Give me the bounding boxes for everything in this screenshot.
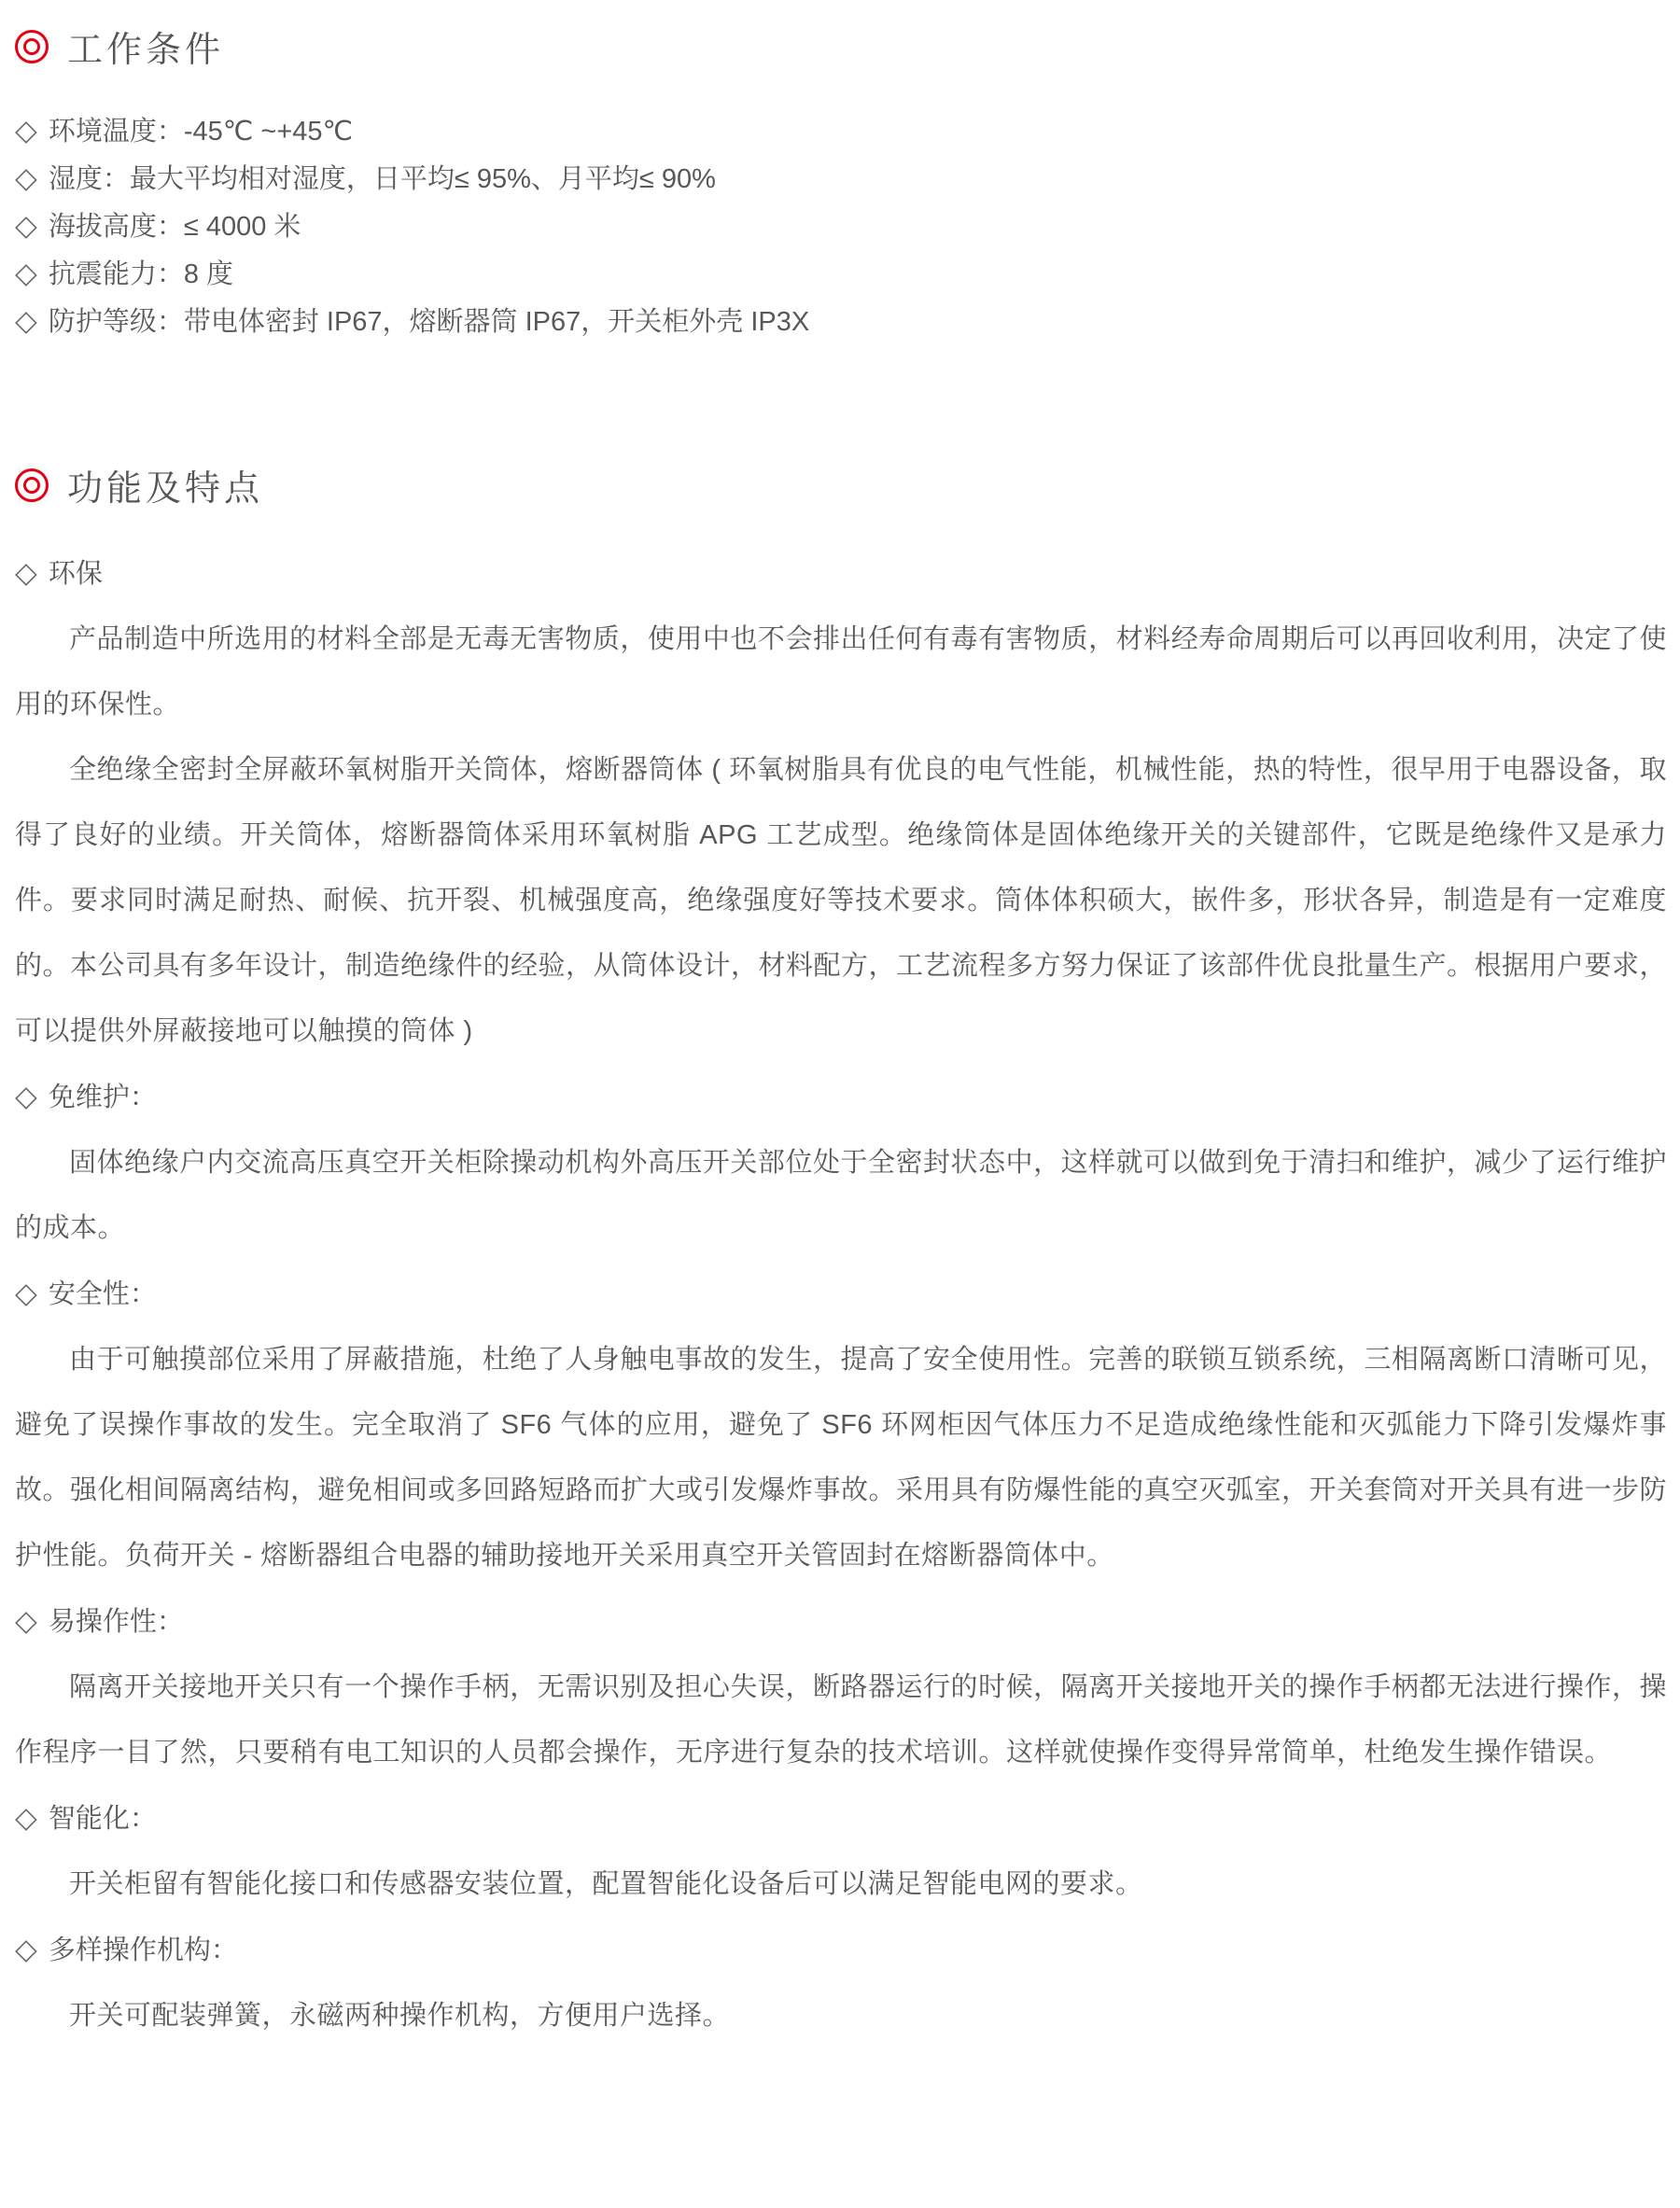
feature-label: 安全性：: [48, 1279, 157, 1309]
feature-heading-operating-mechanisms: [15, 1917, 1667, 1983]
feature-label: 环保: [48, 559, 103, 589]
feature-heading-safety: [15, 1261, 1667, 1327]
diamond-bullet-icon: ◇: [15, 161, 37, 195]
feature-paragraph: 开关柜留有智能化接口和传感器安装位置，配置智能化设备后可以满足智能电网的要求。: [69, 1869, 1143, 1899]
condition-item: [15, 298, 1667, 345]
diamond-bullet-icon: ◇: [15, 257, 37, 290]
features-heading: [15, 459, 1667, 510]
diamond-bullet-icon: ◇: [15, 1080, 37, 1113]
condition-text: 海拔高度：≤ 4000 米: [48, 212, 301, 242]
section-working-conditions: [15, 21, 1667, 345]
feature-paragraph: 固体绝缘户内交流高压真空开关柜除操动机构外高压开关部位处于全密封状态中，这样就可以做到免于清扫和维护，减少了运行维护的成本。: [15, 1148, 1667, 1243]
condition-item: [15, 250, 1667, 298]
section-features: [15, 459, 1667, 2048]
feature-paragraph: 全绝缘全密封全屏蔽环氧树脂开关筒体，熔断器筒体 ( 环氧树脂具有优良的电气性能，机械性能，热的特性，很早用于电器设备，取得了良好的业绩。开关筒体，熔断器筒体采用环氧树脂 APG 工艺成型。绝缘筒体是固体绝缘开关的关键部件，它既是绝缘件又是承力件。要求同时满足耐热、耐候、抗开裂、机械强度高，绝缘强度好等技术要求。筒体体积硕大，嵌件多，形状各异，制造是有一定难度的。本公司具有多年设计，制造绝缘件的经验，从筒体设计，材料配方，工艺流程多方努力保证了该部件优良批量生产。根据用户要求，可以提供外屏蔽接地可以触摸的筒体 ): [15, 755, 1668, 1046]
diamond-bullet-icon: ◇: [15, 114, 37, 147]
condition-item: [15, 107, 1667, 155]
section-title: 工作条件: [67, 31, 225, 70]
feature-paragraph: 由于可触摸部位采用了屏蔽措施，杜绝了人身触电事故的发生，提高了安全使用性。完善的联锁互锁系统，三相隔离断口清晰可见，避免了误操作事故的发生。完全取消了 SF6 气体的应用，避免了 SF6 环网柜因气体压力不足造成绝缘性能和灭弧能力下降引发爆炸事故。强化相间隔离结构，避免相间或多回路短路而扩大或引发爆炸事故。采用具有防爆性能的真空灭弧室，开关套筒对开关具有进一步防护性能。负荷开关 - 熔断器组合电器的辅助接地开关采用真空开关管固封在熔断器筒体中。: [15, 1345, 1668, 1571]
diamond-bullet-icon: ◇: [15, 1801, 37, 1835]
section-title: 功能及特点: [67, 469, 264, 509]
diamond-bullet-icon: ◇: [15, 1277, 37, 1310]
condition-text: 抗震能力：8 度: [48, 259, 234, 289]
feature-heading-maintenance-free: [15, 1064, 1667, 1130]
diamond-bullet-icon: ◇: [15, 1604, 37, 1638]
feature-label: 易操作性：: [48, 1607, 184, 1637]
feature-heading-ease-of-operation: [15, 1588, 1667, 1655]
feature-label: 多样操作机构：: [48, 1935, 238, 1965]
condition-text: 防护等级：带电体密封 IP67，熔断器筒 IP67，开关柜外壳 IP3X: [48, 307, 810, 337]
features-body: [15, 540, 1667, 2048]
diamond-bullet-icon: ◇: [15, 304, 37, 338]
working-conditions-heading: [15, 21, 1667, 72]
feature-paragraph: 隔离开关接地开关只有一个操作手柄，无需识别及担心失误，断路器运行的时候，隔离开关接地开关的操作手柄都无法进行操作，操作程序一目了然，只要稍有电工知识的人员都会操作，无序进行复杂的技术培训。这样就使操作变得异常简单，杜绝发生操作错误。: [15, 1672, 1667, 1768]
condition-text: 湿度：最大平均相对湿度，日平均≤ 95%、月平均≤ 90%: [48, 164, 716, 194]
condition-item: [15, 155, 1667, 203]
feature-label: 智能化：: [48, 1804, 157, 1834]
bullseye-icon: [15, 468, 49, 502]
feature-paragraph: 产品制造中所选用的材料全部是无毒无害物质，使用中也不会排出任何有毒有害物质，材料经寿命周期后可以再回收利用，决定了使用的环保性。: [15, 624, 1667, 720]
bullseye-icon: [15, 30, 49, 63]
diamond-bullet-icon: ◇: [15, 209, 37, 243]
diamond-bullet-icon: ◇: [15, 556, 37, 590]
feature-heading-intelligence: [15, 1785, 1667, 1852]
diamond-bullet-icon: ◇: [15, 1933, 37, 1966]
feature-heading-environment: [15, 540, 1667, 607]
feature-paragraph: 开关可配装弹簧，永磁两种操作机构，方便用户选择。: [69, 2001, 731, 2031]
condition-text: 环境温度：-45℃ ~+45℃: [48, 117, 354, 147]
condition-item: [15, 203, 1667, 250]
feature-label: 免维护：: [48, 1083, 157, 1112]
condition-list: [15, 107, 1667, 345]
